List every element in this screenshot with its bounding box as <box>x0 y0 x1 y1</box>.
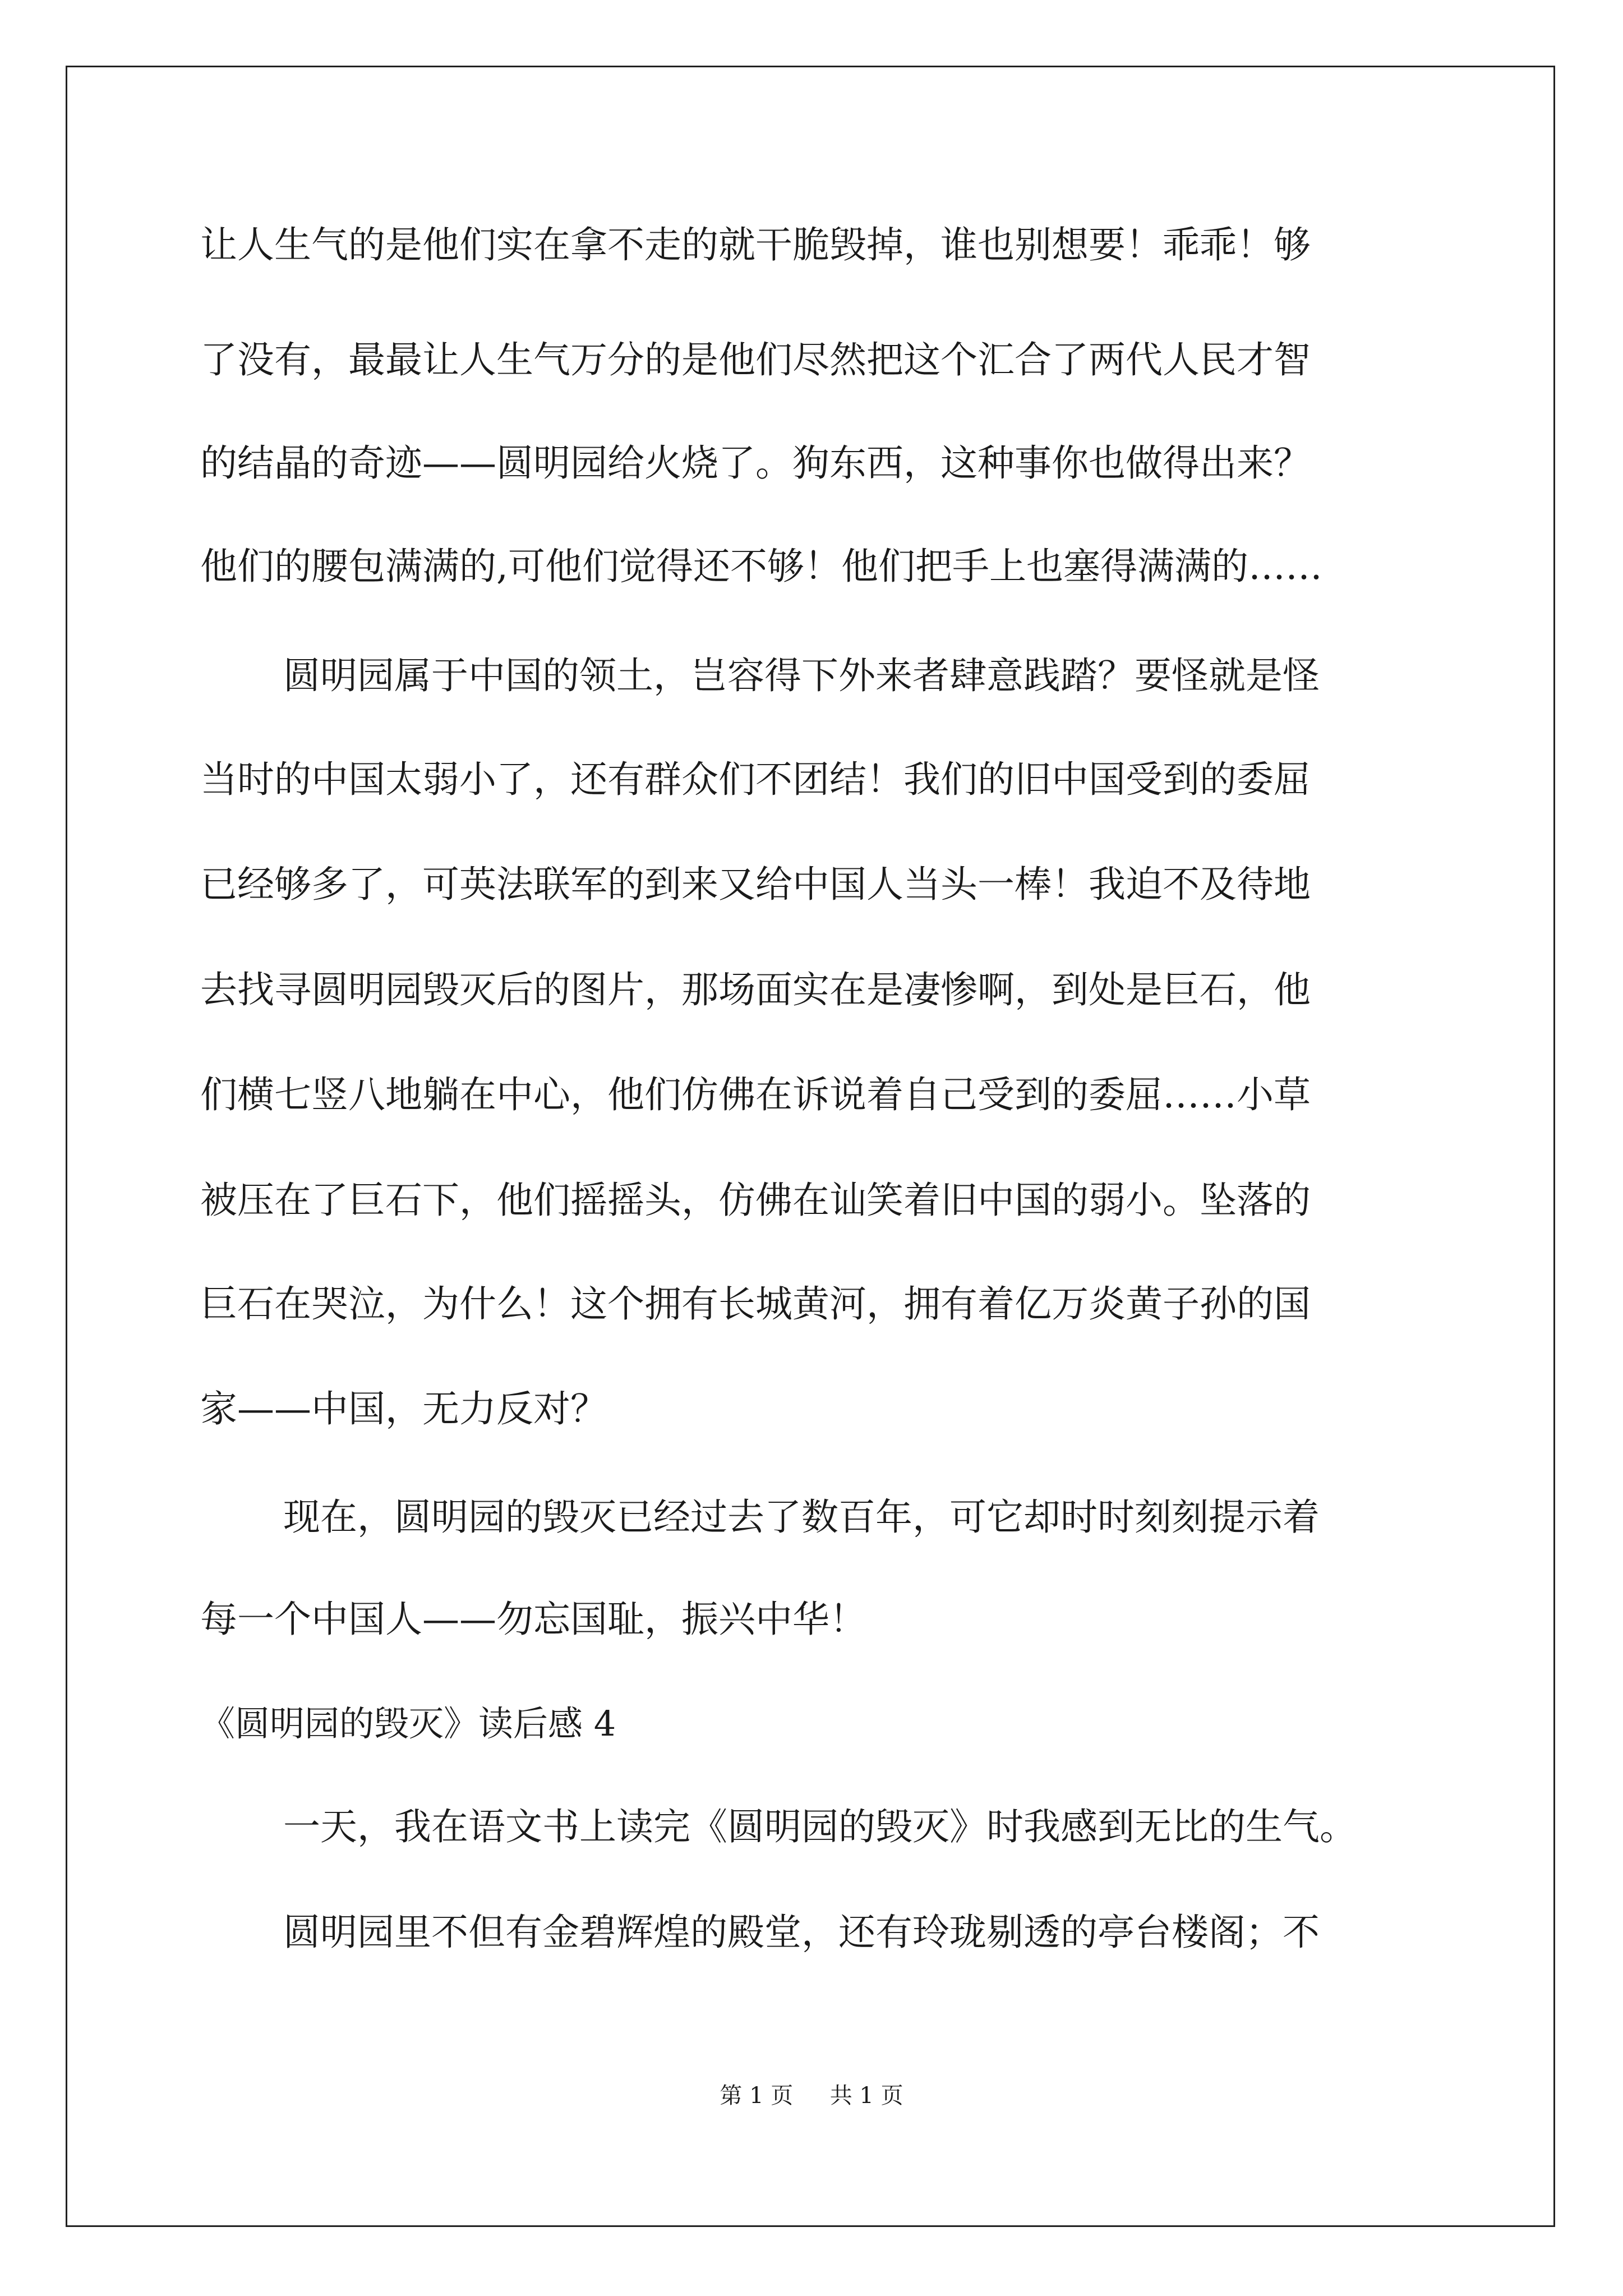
body-line-4: 他们的腰包满满的,可他们觉得还不够！他们把手上也塞得满满的…… <box>200 545 1322 588</box>
body-line-3: 的结晶的奇迹——圆明园给火烧了。狗东西，这种事你也做得出来？ <box>200 441 1311 485</box>
page-number: 第 1 页 <box>720 2083 794 2109</box>
page-border <box>66 66 1555 2227</box>
body-line-8: 去找寻圆明园毁灭后的图片，那场面实在是凄惨啊，到处是巨石，他 <box>200 968 1311 1011</box>
body-line-1: 让人生气的是他们实在拿不走的就干脆毁掉，谁也别想要！乖乖！够 <box>200 223 1311 266</box>
page-total: 共 1 页 <box>829 2083 903 2109</box>
body-line-6: 当时的中国太弱小了，还有群众们不团结！我们的旧中国受到的委屈 <box>200 758 1311 801</box>
body-line-7: 已经够多了，可英法联军的到来又给中国人当头一棒！我迫不及待地 <box>200 863 1311 906</box>
page-footer <box>0 2079 1623 2113</box>
body-line-2: 了没有，最最让人生气万分的是他们尽然把这个汇合了两代人民才智 <box>200 338 1311 381</box>
body-line-5: 圆明园属于中国的领土，岂容得下外来者肆意践踏？要怪就是怪 <box>283 654 1320 697</box>
body-line-11: 巨石在哭泣，为什么！这个拥有长城黄河，拥有着亿万炎黄子孙的国 <box>200 1282 1311 1326</box>
body-line-12: 家——中国，无力反对？ <box>200 1387 607 1430</box>
body-line-13: 现在，圆明园的毁灭已经过去了数百年，可它却时时刻刻提示着 <box>283 1496 1320 1539</box>
section-heading: 《圆明园的毁灭》读后感 4 <box>200 1703 616 1744</box>
body-line-10: 被压在了巨石下，他们摇摇头，仿佛在讪笑着旧中国的弱小。坠落的 <box>200 1179 1311 1222</box>
body-line-14: 每一个中国人——勿忘国耻，振兴中华！ <box>200 1598 866 1641</box>
body-line-16: 圆明园里不但有金碧辉煌的殿堂，还有玲珑剔透的亭台楼阁；不 <box>283 1911 1320 1954</box>
body-line-9: 们横七竖八地躺在中心，他们仿佛在诉说着自己受到的委屈……小草 <box>200 1073 1311 1116</box>
body-line-15: 一天，我在语文书上读完《圆明园的毁灭》时我感到无比的生气。 <box>283 1805 1357 1848</box>
